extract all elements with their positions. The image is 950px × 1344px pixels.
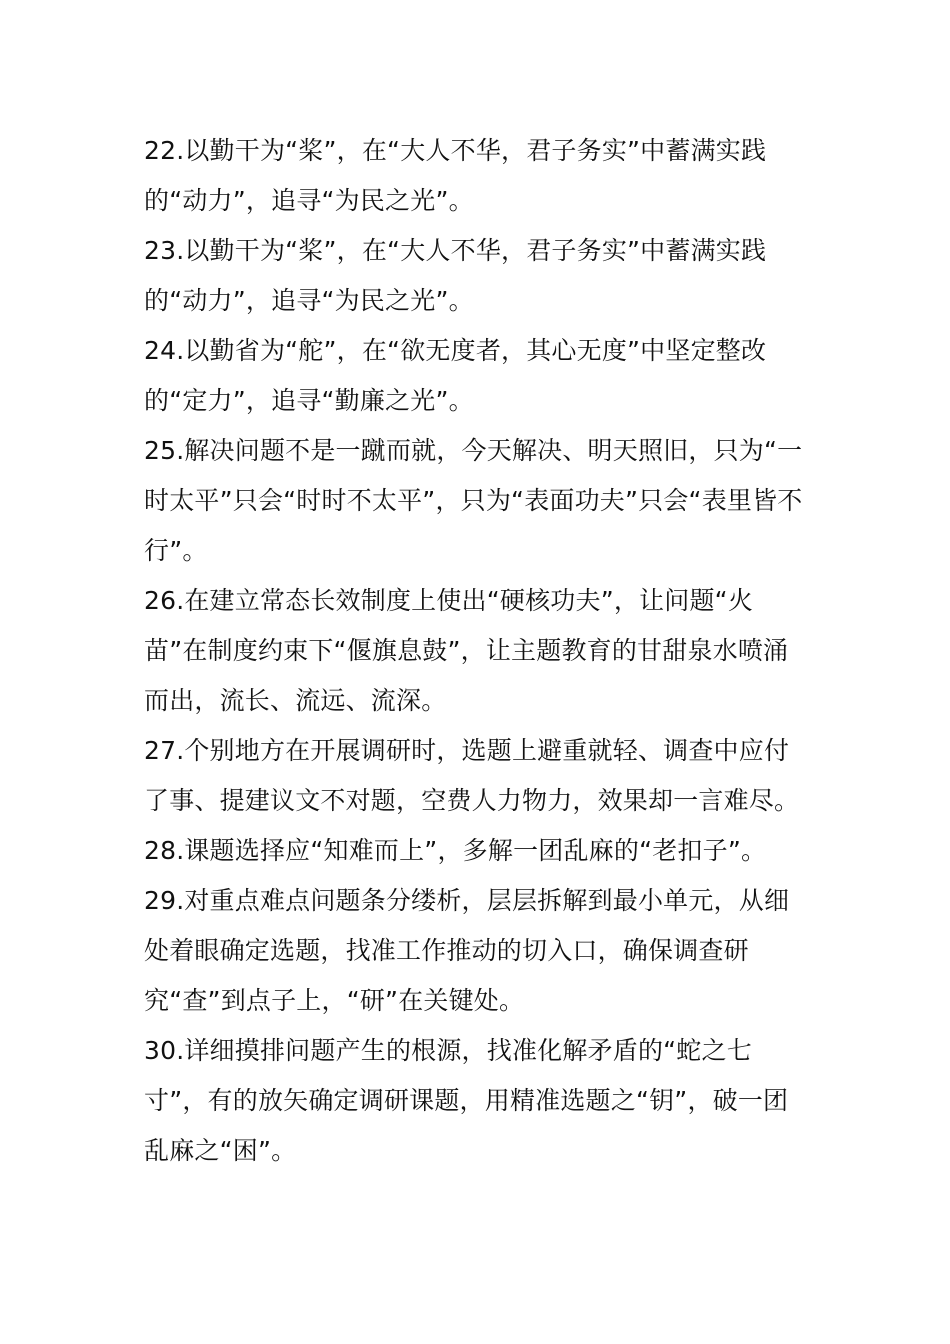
paragraph-25: 25.解决问题不是一蹴而就，今天解决、明天照旧，只为“一时太平”只会“时时不太平”，只为“表面功夫”只会“表里皆不行”。 — [144, 436, 803, 565]
paragraph-27: 27.个别地方在开展调研时，选题上避重就轻、调查中应付了事、提建议文不对题，空费人力物力，效果却一言难尽。 — [144, 736, 800, 815]
paragraph-24: 24.以勤省为“舵”，在“欲无度者，其心无度”中坚定整改的“定力”，追寻“勤廉之光”。 — [144, 336, 767, 415]
paragraph-26: 26.在建立常态长效制度上使出“硬核功夫”，让问题“火苗”在制度约束下“偃旗息鼓”，让主题教育的甘甜泉水喷涌而出，流长、流远、流深。 — [144, 586, 789, 715]
paragraph-22: 22.以勤干为“桨”，在“大人不华，君子务实”中蓄满实践的“动力”，追寻“为民之光”。 — [144, 136, 767, 215]
paragraph-23: 23.以勤干为“桨”，在“大人不华，君子务实”中蓄满实践的“动力”，追寻“为民之光”。 — [144, 236, 767, 315]
paragraph-29: 29.对重点难点问题条分缕析，层层拆解到最小单元，从细处着眼确定选题，找准工作推动的切入口，确保调查研究“查”到点子上，“研”在关键处。 — [144, 886, 790, 1015]
document-body — [144, 126, 808, 1176]
paragraph-28: 28.课题选择应“知难而上”，多解一团乱麻的“老扣子”。 — [144, 836, 767, 865]
paragraph-30: 30.详细摸排问题产生的根源，找准化解矛盾的“蛇之七寸”，有的放矢确定调研课题，用精准选题之“钥”，破一团乱麻之“困”。 — [144, 1036, 789, 1165]
